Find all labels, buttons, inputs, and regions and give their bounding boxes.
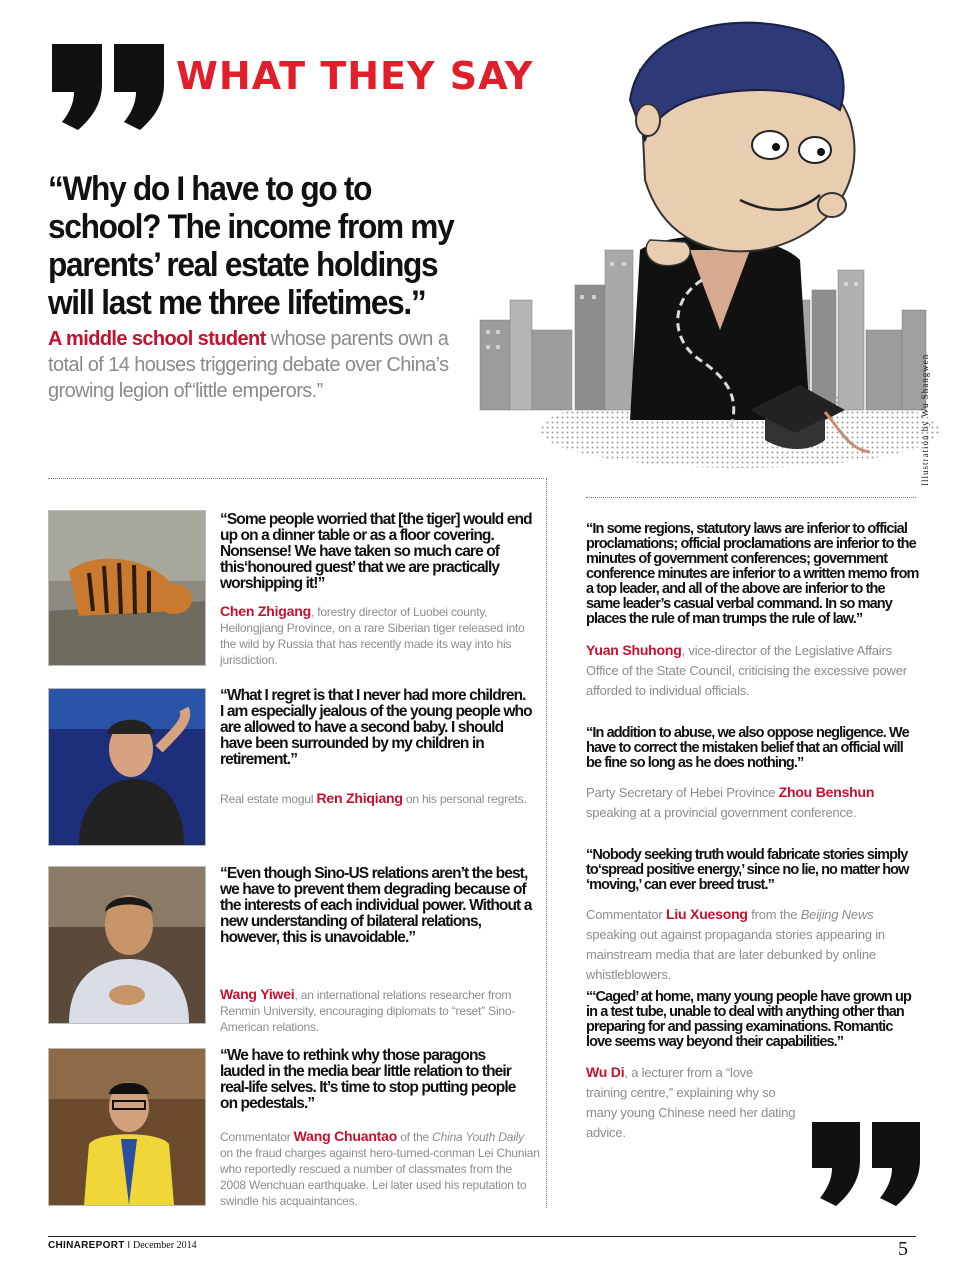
- headline-attribution: [48, 326, 468, 404]
- attribution-mid: from the: [747, 907, 801, 922]
- lei-chunian-photo: [48, 1048, 206, 1206]
- divider: [586, 497, 916, 498]
- headline-speaker: A middle school student: [48, 328, 266, 350]
- attribution-context: , an international relations researcher from Renmin University, encouraging diplomats to “reset” Sino-American relations.: [220, 988, 516, 1034]
- closing-quote-mark-icon: [808, 1118, 926, 1212]
- wang-yiwei-photo: [48, 866, 206, 1024]
- illustration-credit: Illustration by Wu Shangwen: [920, 353, 930, 486]
- attribution-mid: of the: [397, 1130, 433, 1144]
- quote-wu-di: “‘Caged’ at home, many young people have grown up in a test tube, unable to deal with anything other than preparing for and passing examinations. Romantic love seems way beyond their capabilities.”: [586, 989, 911, 1050]
- speaker-name: Wang Yiwei: [220, 986, 295, 1002]
- attribution-wang-chuantao: [220, 1128, 540, 1209]
- footer: [48, 1240, 197, 1251]
- quote-chen-zhigang: “Some people worried that [the tiger] would end up on a dinner table or as a floor covering. Nonsense! We have taken so much care of this‘honoured guest’ that we are practically worshipping it!”: [220, 511, 532, 592]
- attribution-prefix: Real estate mogul: [220, 792, 317, 806]
- page-number: 5: [898, 1238, 908, 1260]
- column-divider: [546, 478, 547, 1208]
- attribution-context: on the fraud charges against hero-turned-conman Lei Chunian who reportedly rescued a number of classmates from the 2008 Wenchuan earthquake. Lei later used his reputation to swindle his acquaintances.: [220, 1146, 540, 1208]
- attribution-zhou-benshun: [586, 782, 916, 823]
- cartoon-illustration: [440, 0, 940, 470]
- ren-zhiqiang-photo: [48, 688, 206, 846]
- attribution-context: , a lecturer from a “love training centre,” explaining why so many young Chinese need her dating advice.: [586, 1065, 796, 1140]
- headline-quote: “Why do I have to go to school? The income from my parents’ real estate holdings will last me three lifetimes.”: [48, 170, 454, 322]
- tiger-photo: [48, 510, 206, 666]
- attribution-chen-zhigang: [220, 603, 538, 668]
- quote-liu-xuesong: “Nobody seeking truth would fabricate stories simply to‘spread positive energy,’ since no lie, no matter how ‘moving,’ can ever breed trust.”: [586, 847, 909, 893]
- section-title: WHAT THEY SAY: [176, 54, 534, 98]
- divider: [48, 478, 544, 479]
- attribution-context: speaking at a provincial government conference.: [586, 805, 857, 820]
- attribution-context: , forestry director of Luobei county, Heilongjiang Province, on a rare Siberian tiger released into the wild by Russia that has recently made its way into his jurisdiction.: [220, 605, 525, 667]
- attribution-prefix: Commentator: [586, 907, 666, 922]
- attribution-liu-xuesong: [586, 904, 916, 985]
- attribution-yuan-shuhong: [586, 640, 916, 701]
- quote-yuan-shuhong: “In some regions, statutory laws are inferior to official proclamations; official proclamations are inferior to the minutes of government conferences; government conference minutes are inferior to a written memo from a top leader, and all of the above are inferior to the same leader’s casual verbal command. In so many places the rule of man trumps the rule of law.”: [586, 521, 919, 627]
- attribution-prefix: Party Secretary of Hebei Province: [586, 785, 779, 800]
- headline-context: whose parents own a total of 14 houses triggering debate over China’s growing legion of“little emperors.”: [48, 328, 449, 402]
- publication-title: CHINAREPORT: [48, 1240, 125, 1251]
- speaker-name: Wu Di: [586, 1064, 625, 1080]
- footer-rule: [48, 1236, 916, 1237]
- quote-ren-zhiqiang: “What I regret is that I never had more children. I am especially jealous of the young people who are allowed to have a second baby. I should have been surrounded by my children in retirement.”: [220, 687, 532, 768]
- attribution-wu-di: [586, 1062, 796, 1143]
- attribution-wang-yiwei: [220, 986, 538, 1035]
- quote-wang-chuantao: “We have to rethink why those paragons lauded in the media bear little relation to their real-life selves. It’s time to stop putting people on pedestals.”: [220, 1047, 516, 1112]
- speaker-name: Liu Xuesong: [665, 906, 748, 922]
- speaker-name: Zhou Benshun: [778, 784, 875, 800]
- attribution-ren-zhiqiang: [220, 790, 538, 807]
- issue-date: December 2014: [132, 1240, 197, 1251]
- footer-separator: I: [127, 1240, 131, 1251]
- publication-name: Beijing News: [800, 907, 874, 922]
- attribution-context: on his personal regrets.: [402, 792, 527, 806]
- quote-wang-yiwei: “Even though Sino-US relations aren’t the best, we have to prevent them degrading because of the interests of each individual power. Without a new understanding of bilateral relations, however, this is unavoidable.”: [220, 865, 532, 946]
- attribution-context: speaking out against propaganda stories appearing in mainstream media that are later debunked by online whistleblowers.: [586, 927, 885, 982]
- quote-zhou-benshun: “In addition to abuse, we also oppose negligence. We have to correct the mistaken belief that an official will be fine so long as he does nothing.”: [586, 725, 909, 771]
- publication-name: China Youth Daily: [432, 1130, 524, 1144]
- speaker-name: Chen Zhigang: [220, 603, 311, 619]
- attribution-prefix: Commentator: [220, 1130, 294, 1144]
- attribution-context: , vice-director of the Legislative Affairs Office of the State Council, criticising the excessive power afforded to individual officials.: [586, 643, 907, 698]
- speaker-name: Wang Chuantao: [293, 1128, 398, 1144]
- speaker-name: Yuan Shuhong: [586, 642, 682, 658]
- speaker-name: Ren Zhiqiang: [316, 790, 403, 806]
- opening-quote-mark-icon: [48, 40, 168, 136]
